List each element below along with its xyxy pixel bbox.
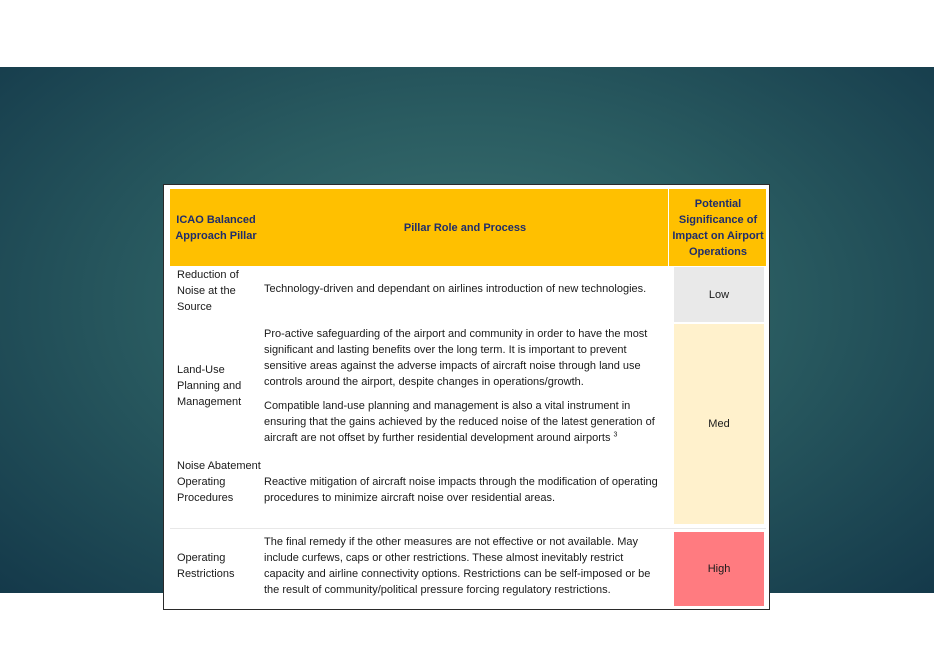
row-4-pillar: Operating Restrictions [177, 552, 235, 580]
header-significance: Potential Significance of Impact on Airport Operations [668, 189, 767, 266]
header-role: Pillar Role and Process [403, 221, 527, 234]
row-4-significance: High [674, 532, 764, 606]
row-2-role-paragraph-2 [264, 398, 666, 446]
row-1-significance: Low [674, 267, 764, 322]
row-1-role: Technology-driven and dependant on airlines introduction of new technologies. [264, 283, 647, 295]
slide-background [0, 67, 934, 596]
row-2-pillar: Land-Use Planning and Management [177, 364, 242, 408]
row-2-role [264, 326, 666, 446]
row-2-3-significance: Med [674, 324, 764, 524]
table-header-row [170, 189, 766, 266]
header-pillar: ICAO Balanced Approach Pillar [175, 213, 257, 242]
row-1-pillar: Reduction of Noise at the Source [177, 269, 239, 313]
row-divider [170, 528, 766, 529]
row-4-role: The final remedy if the other measures are not effective or not available. May include curfews, caps or other restrictions. These almost inevitably restrict capacity and airline connectivity options. Restrictions can be self-imposed or be the result of community/political pressure forcing regulatory restrictions. [264, 536, 651, 596]
row-3-pillar: Noise Abatement Operating Procedures [177, 460, 261, 504]
row-3-role: Reactive mitigation of aircraft noise impacts through the modification of operating procedures to minimize aircraft noise over residential areas. [264, 476, 658, 504]
row-2-role-paragraph-1: Pro-active safeguarding of the airport and community in order to have the most significant and lasting benefits over the long term. It is important to prevent sensitive areas against the adverse impacts of aircraft noise through land use controls around the airport, despite changes in operations/growth. [264, 328, 648, 388]
balanced-approach-table [163, 184, 770, 610]
row-2-role-paragraph-2-text: Compatible land-use planning and management is also a vital instrument in ensuring that the gains achieved by the reduced noise of the latest generation of aircraft are not offset by further residential development around airports [264, 400, 655, 444]
footnote-marker: 3 [613, 431, 618, 439]
